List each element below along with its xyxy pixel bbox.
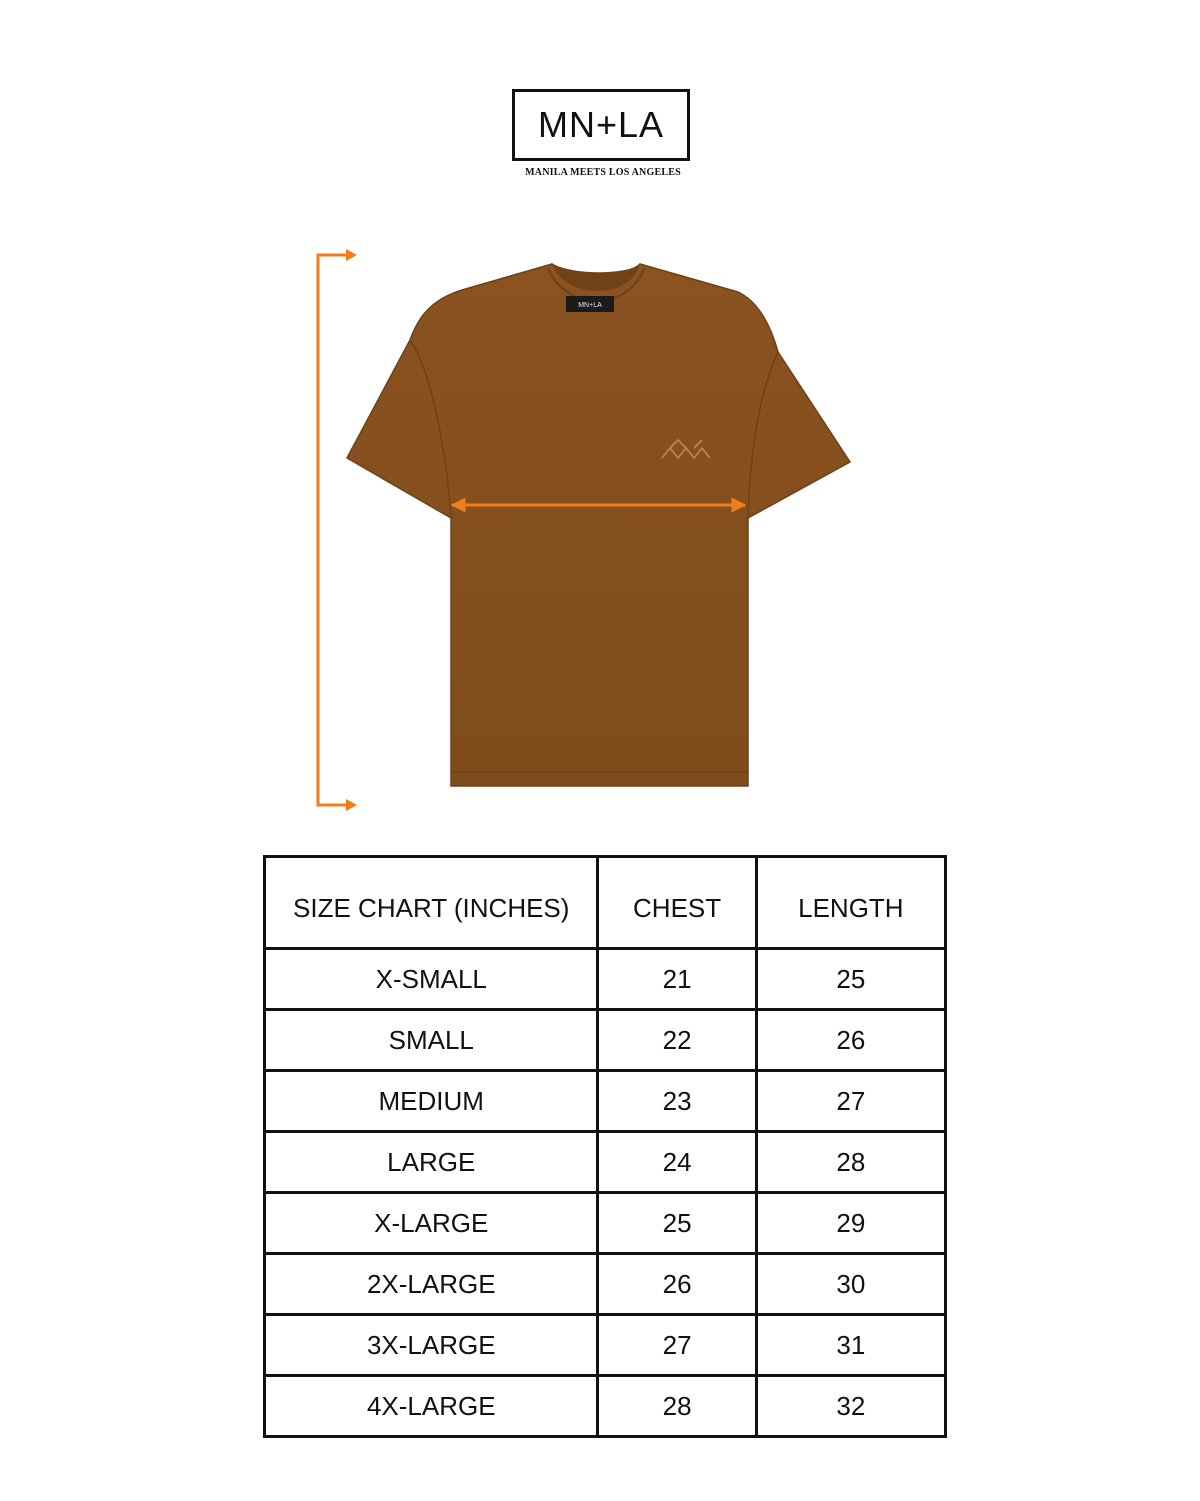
chest-cell: 27: [598, 1315, 756, 1376]
size-cell: SMALL: [265, 1010, 598, 1071]
chest-cell: 28: [598, 1376, 756, 1437]
logo-text: MN+LA: [537, 104, 665, 145]
length-cell: 25: [756, 949, 945, 1010]
size-chart-table: [263, 855, 947, 1438]
header-length: LENGTH: [756, 857, 945, 949]
size-cell: 3X-LARGE: [265, 1315, 598, 1376]
table-row: [265, 1132, 946, 1193]
length-cell: 28: [756, 1132, 945, 1193]
table-row: [265, 1071, 946, 1132]
tshirt: [347, 264, 850, 786]
table-row: [265, 1376, 946, 1437]
length-arrow-bottom-icon: [346, 799, 357, 811]
length-cell: 30: [756, 1254, 945, 1315]
size-cell: 4X-LARGE: [265, 1376, 598, 1437]
length-arrow-top-icon: [346, 249, 357, 261]
size-cell: X-LARGE: [265, 1193, 598, 1254]
header-chest: CHEST: [598, 857, 756, 949]
size-chart-header-row: [265, 857, 946, 949]
table-row: [265, 949, 946, 1010]
length-cell: 32: [756, 1376, 945, 1437]
chest-cell: 23: [598, 1071, 756, 1132]
length-cell: 29: [756, 1193, 945, 1254]
size-cell: X-SMALL: [265, 949, 598, 1010]
length-measure: [318, 249, 357, 811]
chest-cell: 21: [598, 949, 756, 1010]
neck-label-text: MN+LA: [578, 302, 602, 309]
table-row: [265, 1254, 946, 1315]
size-cell: 2X-LARGE: [265, 1254, 598, 1315]
size-cell: MEDIUM: [265, 1071, 598, 1132]
brand-tagline: MANILA MEETS LOS ANGELES: [525, 167, 681, 178]
table-row: [265, 1315, 946, 1376]
chest-cell: 22: [598, 1010, 756, 1071]
length-cell: 26: [756, 1010, 945, 1071]
length-cell: 27: [756, 1071, 945, 1132]
tshirt-body: [347, 264, 850, 786]
chest-cell: 26: [598, 1254, 756, 1315]
chest-cell: 25: [598, 1193, 756, 1254]
size-cell: LARGE: [265, 1132, 598, 1193]
table-row: [265, 1193, 946, 1254]
length-cell: 31: [756, 1315, 945, 1376]
header-size: SIZE CHART (INCHES): [265, 857, 598, 949]
table-row: [265, 1010, 946, 1071]
chest-cell: 24: [598, 1132, 756, 1193]
